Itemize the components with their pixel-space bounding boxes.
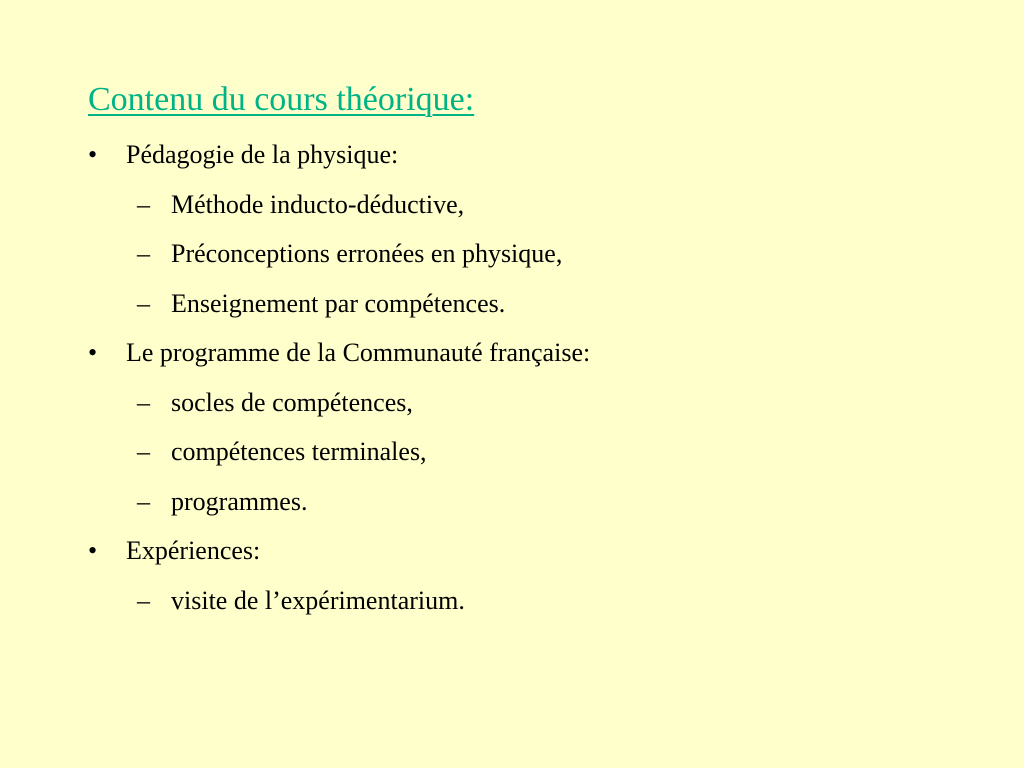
bullet-marker: • — [88, 140, 98, 169]
sub-item-text: Enseignement par compétences. — [171, 288, 506, 318]
sub-item-text: programmes. — [171, 486, 308, 516]
dash-marker: – — [137, 189, 150, 219]
sub-item-text: socles de compétences, — [171, 387, 413, 417]
list-item-text: Le programme de la Communauté française: — [126, 338, 591, 367]
dash-marker: – — [137, 437, 150, 466]
sub-item-methode — [0, 180, 1024, 230]
sub-item-programmes — [0, 477, 1024, 527]
list-item-text: Expériences: — [126, 536, 261, 565]
dash-marker: – — [137, 387, 150, 417]
sub-item-text: Méthode inducto-déductive, — [171, 189, 465, 219]
dash-marker: – — [137, 239, 150, 268]
dash-marker: – — [137, 288, 150, 318]
bullet-marker: • — [88, 338, 98, 367]
sub-item-enseignement — [0, 279, 1024, 329]
sub-item-socles — [0, 378, 1024, 428]
bullet-list — [0, 130, 1024, 625]
dash-marker: – — [137, 585, 150, 615]
sub-item-text: Préconceptions erronées en physique, — [171, 239, 563, 268]
list-item-experiences — [0, 526, 1024, 576]
sub-item-visite — [0, 576, 1024, 626]
list-item-text: Pédagogie de la physique: — [126, 140, 399, 169]
list-item-pedagogie — [0, 130, 1024, 180]
sub-item-preconceptions — [0, 229, 1024, 279]
sub-item-competences-terminales — [0, 427, 1024, 477]
bullet-marker: • — [88, 536, 98, 565]
slide-title: Contenu du cours théorique: — [88, 81, 475, 118]
dash-marker: – — [137, 486, 150, 516]
list-item-programme — [0, 328, 1024, 378]
sub-item-text: visite de l’expérimentarium. — [171, 585, 465, 615]
sub-item-text: compétences terminales, — [171, 437, 427, 466]
